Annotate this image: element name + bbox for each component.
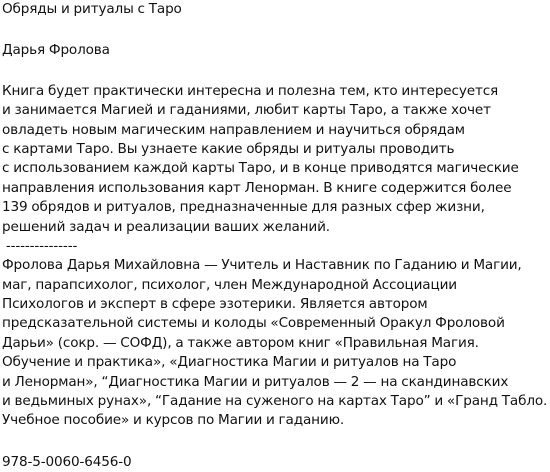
description-line: направления использования карт Ленорман. В книге содержится более <box>2 179 512 196</box>
description-line: 139 обрядов и ритуалов, предназначенные для разных сфер жизни, <box>2 199 485 216</box>
bio-line: и ведьминых рунах», “Гадание на суженого на картах Таро” и «Гранд Табло. <box>2 393 548 410</box>
description-line: решений задач и реализации ваших желаний. <box>2 218 330 235</box>
description-line: овладеть новым магическим направлением и научиться обрядам <box>2 121 465 138</box>
isbn: 978-5-0060-6456-0 <box>2 453 132 470</box>
description-line: и занимается Магией и гаданиями, любит карты Таро, а также хочет <box>2 102 491 119</box>
author-bio <box>2 256 550 431</box>
bio-line: Дарьи» (сокр. — СОФД), а также автором книг «Правильная Магия. <box>2 334 479 351</box>
spacer <box>2 60 550 82</box>
bio-line: маг, парапсихолог, психолог, член Международной Ассоциации <box>2 276 457 293</box>
bio-line: предсказательной системы и колоды «Современный Оракул Фроловой <box>2 315 505 332</box>
bio-line: Учебное пособие» и курсов по Магии и гаданию. <box>2 412 345 429</box>
bio-line: Фролова Дарья Михайловна — Учитель и Наставник по Гаданию и Магии, <box>2 257 522 274</box>
bio-line: Обучение и практика», «Диагностика Магии и ритуалов на Таро <box>2 354 457 371</box>
description-line: с картами Таро. Вы узнаете какие обряды и ритуалы проводить <box>2 140 455 157</box>
bio-line: и Ленорман», “Диагностика Магии и ритуалов — 2 — на скандинавских <box>2 373 509 390</box>
description-line: Книга будет практически интересна и полезна тем, кто интересуется <box>2 82 499 99</box>
book-author: Дарья Фролова <box>2 41 110 58</box>
spacer <box>2 19 550 41</box>
bio-line: Психологов и эксперт в сфере эзотерики. Является автором <box>2 296 428 313</box>
description-line: с использованием каждой карты Таро, и в конце приводятся магические <box>2 160 519 177</box>
separator: --------------- <box>2 237 78 254</box>
book-description <box>2 82 550 237</box>
spacer <box>2 431 550 453</box>
book-title: Обряды и ритуалы с Таро <box>2 1 182 17</box>
